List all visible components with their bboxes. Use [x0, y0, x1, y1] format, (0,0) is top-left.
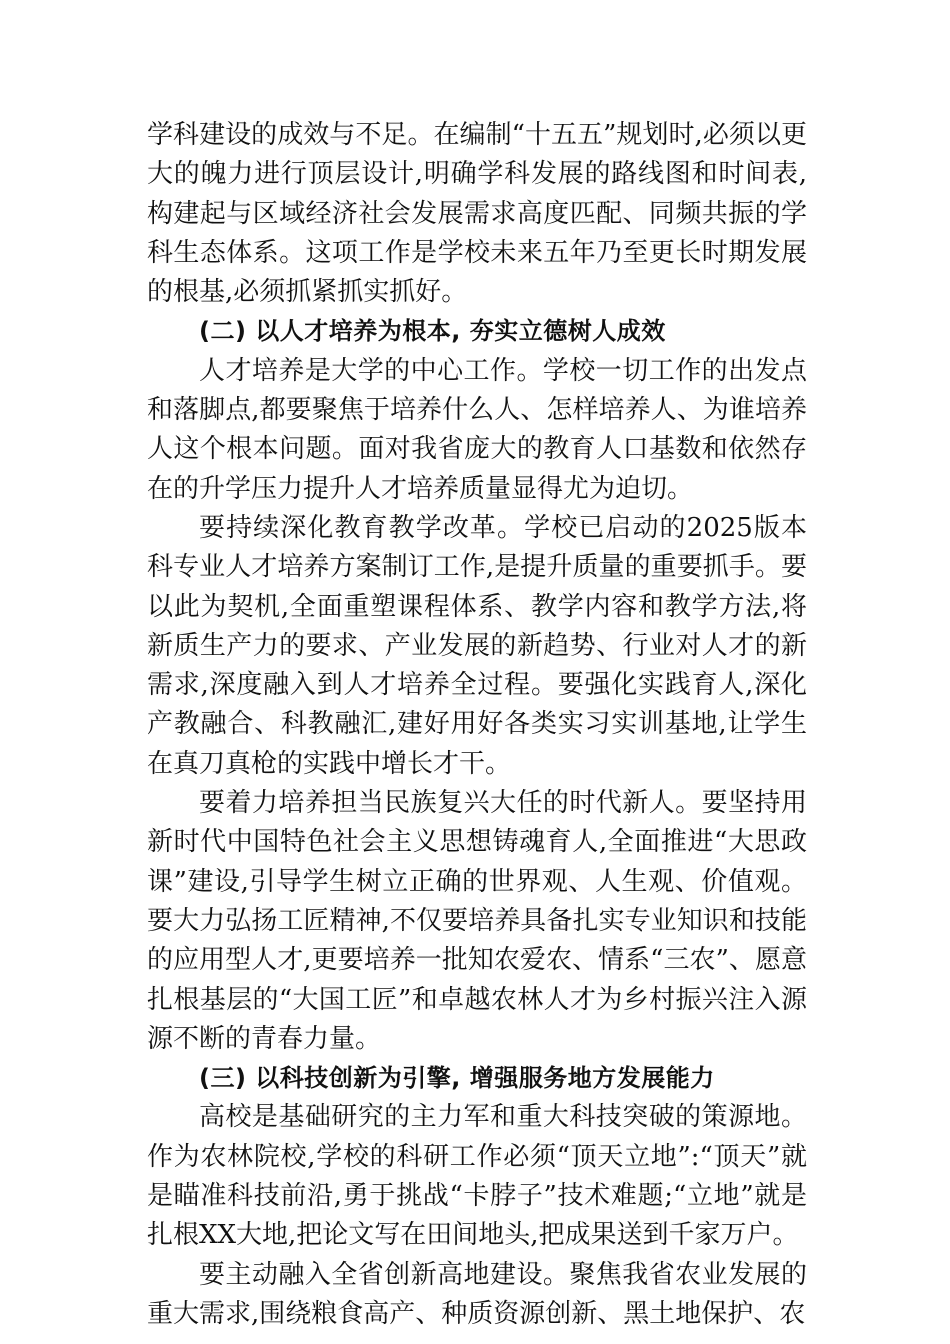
paragraph-new-era-talents: 要着力培养担当民族复兴大任的时代新人。要坚持用新时代中国特色社会主义思想铸魂育人,全面推进“大思政课”建设,引导学生树立正确的世界观、人生观、价值观。要大力弘扬工匠精神,不仅要培养具备扎实专业知识和技能的应用型人才,更要培养一批知农爱农、情系“三农”、愿意扎根基层的“大国工匠”和卓越农林人才为乡村振兴注入源源不断的青春力量。	[147, 788, 807, 1054]
paragraph-talent-central-work: 人才培养是大学的中心工作。学校一切工作的出发点和落脚点,都要聚焦于培养什么人、怎样培养人、为谁培养人这个根本问题。面对我省庞大的教育人口基数和依然存在的升学压力提升人才培养质量显得尤为迫切。	[147, 355, 807, 504]
paragraph-teaching-reform: 要持续深化教育教学改革。学校已启动的2025版本科专业人才培养方案制订工作,是提升质量的重要抓手。要以此为契机,全面重塑课程体系、教学内容和教学方法,将新质生产力的要求、产业发展的新趋势、行业对人才的新需求,深度融入到人才培养全过程。要强化实践育人,深化产教融合、科教融汇,建好用好各类实习实训基地,让学生在真刀真枪的实践中增长才干。	[147, 512, 807, 779]
document-body	[147, 116, 807, 1334]
paragraph-provincial-innovation: 要主动融入全省创新高地建设。聚焦我省农业发展的重大需求,围绕粮食高产、种质资源创新、黑土地保护、农	[147, 1259, 807, 1329]
section-heading-tech-innovation: (三) 以科技创新为引擎, 增强服务地方发展能力	[199, 1064, 715, 1093]
section-heading-talent-cultivation: (二) 以人才培养为根本, 夯实立德树人成效	[199, 317, 666, 346]
paragraph-basic-research: 高校是基础研究的主力军和重大科技突破的策源地。作为农林院校,学校的科研工作必须“顶天立地”:“顶天”就是瞄准科技前沿,勇于挑战“卡脖子”技术难题;“立地”就是扎根XX大地,把论文写在田间地头,把成果送到千家万户。	[147, 1102, 807, 1251]
paragraph-discipline-construction: 学科建设的成效与不足。在编制“十五五”规划时,必须以更大的魄力进行顶层设计,明确学科发展的路线图和时间表,构建起与区域经济社会发展需求高度匹配、同频共振的学科生态体系。这项工作是学校未来五年乃至更长时期发展的根基,必须抓紧抓实抓好。	[147, 120, 807, 308]
